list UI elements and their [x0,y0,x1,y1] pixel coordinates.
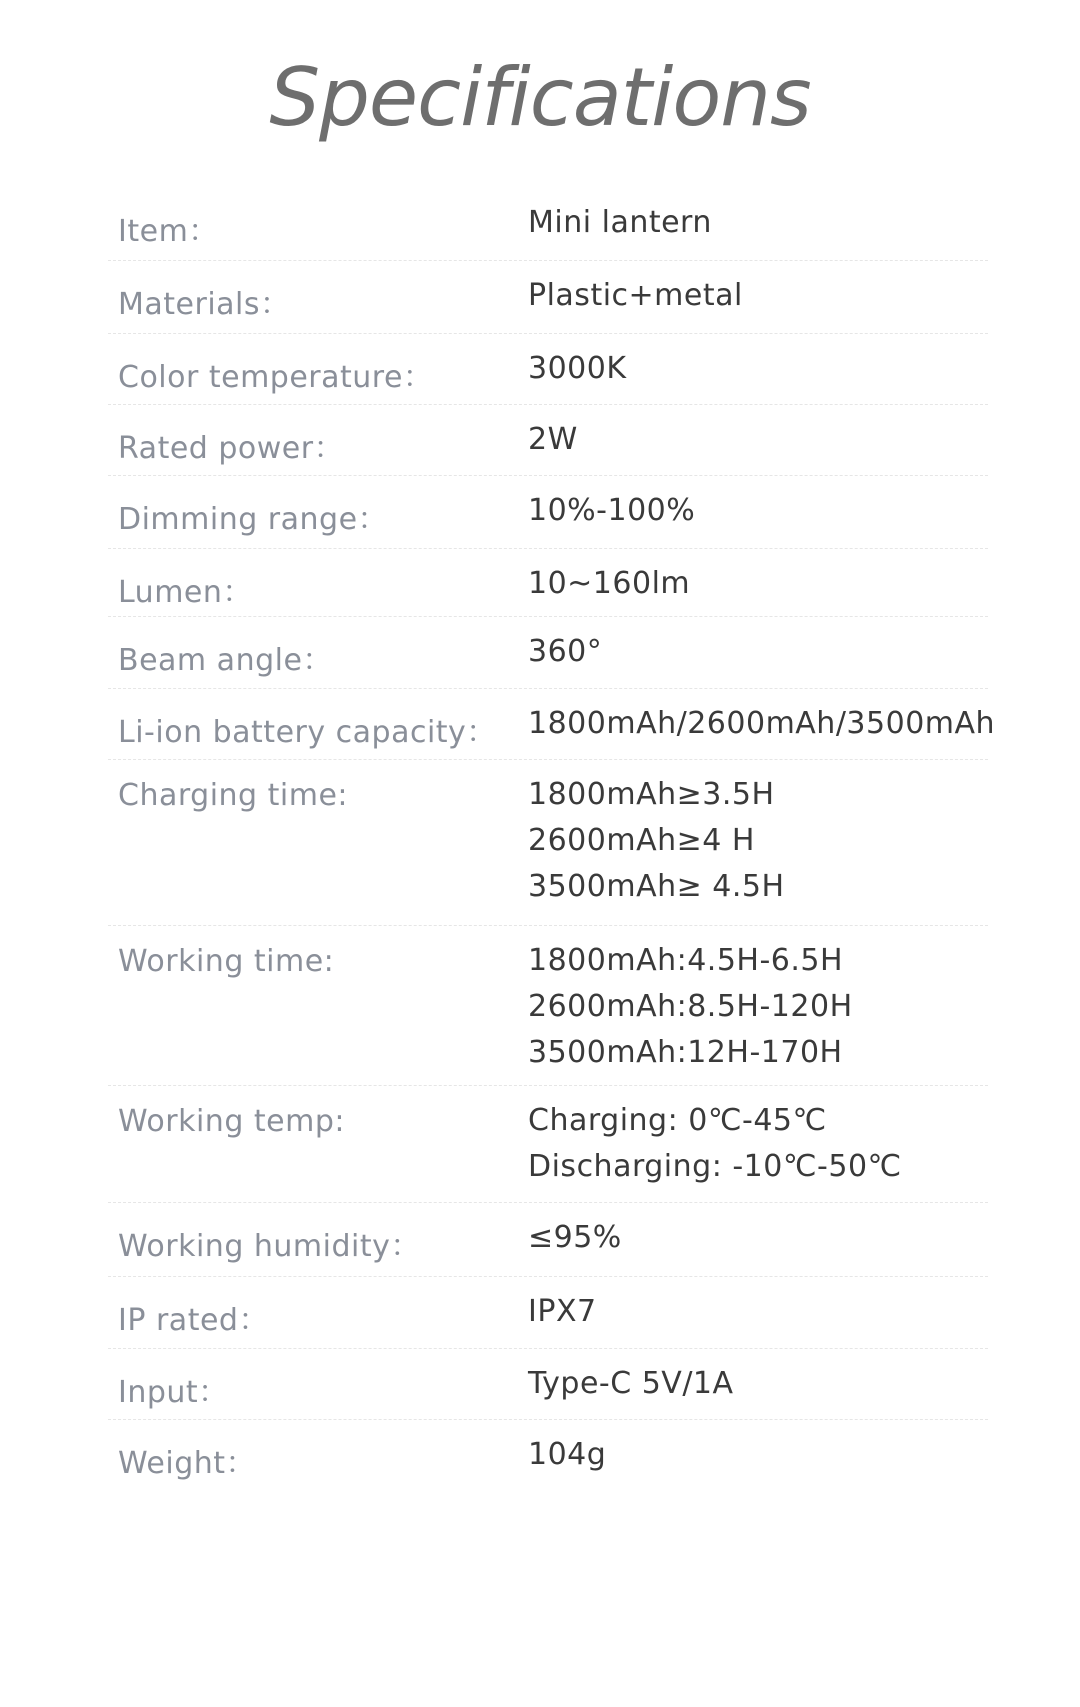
spec-label: Lumen： [118,575,253,610]
spec-row [108,689,996,760]
spec-label: Color temperature： [118,360,434,395]
spec-label: Rated power： [118,431,345,466]
spec-table [108,205,996,1492]
spec-values [528,1437,607,1480]
spec-value: 3000K [528,351,627,386]
spec-values [528,493,696,536]
spec-row [108,1277,988,1349]
spec-value: 1800mAh/2600mAh/3500mAh [528,706,996,741]
page-title: Specifications [269,51,811,144]
spec-values [528,205,712,248]
spec-row [108,760,988,926]
spec-values [528,278,743,321]
spec-label: Item： [118,214,219,249]
spec-label: Charging time: [118,778,349,813]
spec-row [108,1349,988,1420]
spec-label: Li-ion battery capacity： [118,715,497,750]
spec-value: 3500mAh:12H-170H [528,1035,843,1070]
spec-values [528,777,785,912]
spec-value: Type-C 5V/1A [528,1366,734,1401]
spec-value: ≤95% [528,1220,622,1255]
spec-row [108,334,988,405]
spec-label: Materials： [118,287,291,322]
spec-label: Working humidity： [118,1229,421,1264]
spec-values [528,566,691,609]
spec-value: 1800mAh≥3.5H [528,777,775,812]
spec-value: Plastic+metal [528,278,743,313]
spec-value: 1800mAh:4.5H-6.5H [528,943,844,978]
spec-value: 2600mAh≥4 H [528,823,755,858]
spec-value: 360° [528,634,603,669]
spec-row [108,926,988,1086]
spec-label: Input： [118,1375,229,1410]
spec-value: Charging: 0℃-45℃ [528,1103,827,1138]
spec-label: Weight： [118,1446,257,1481]
spec-values [528,1294,597,1337]
spec-values [528,422,578,465]
spec-values [528,706,996,749]
spec-values [528,634,603,677]
spec-row [108,549,988,617]
spec-values [528,351,627,394]
spec-label: Working temp: [118,1104,345,1139]
spec-values [528,943,853,1078]
spec-values [528,1220,622,1263]
spec-row [108,617,988,689]
spec-label: Beam angle： [118,643,333,678]
spec-value: 10%-100% [528,493,696,528]
spec-label: Dimming range： [118,502,389,537]
spec-values [528,1103,902,1192]
spec-value: Discharging: -10℃-50℃ [528,1149,902,1184]
spec-row [108,1203,988,1277]
spec-row [108,476,988,549]
spec-label: IP rated： [118,1303,269,1338]
spec-values [528,1366,734,1409]
spec-value: 2W [528,422,578,457]
spec-value: 3500mAh≥ 4.5H [528,869,785,904]
spec-row [108,1086,988,1203]
spec-value: 2600mAh:8.5H-120H [528,989,853,1024]
spec-row [108,405,988,476]
spec-value: 104g [528,1437,607,1472]
spec-row [108,1420,988,1492]
spec-label: Working time: [118,944,335,979]
spec-row [108,261,988,334]
spec-value: Mini lantern [528,205,712,240]
spec-value: IPX7 [528,1294,597,1329]
spec-row [108,206,988,261]
spec-value: 10~160lm [528,566,691,601]
